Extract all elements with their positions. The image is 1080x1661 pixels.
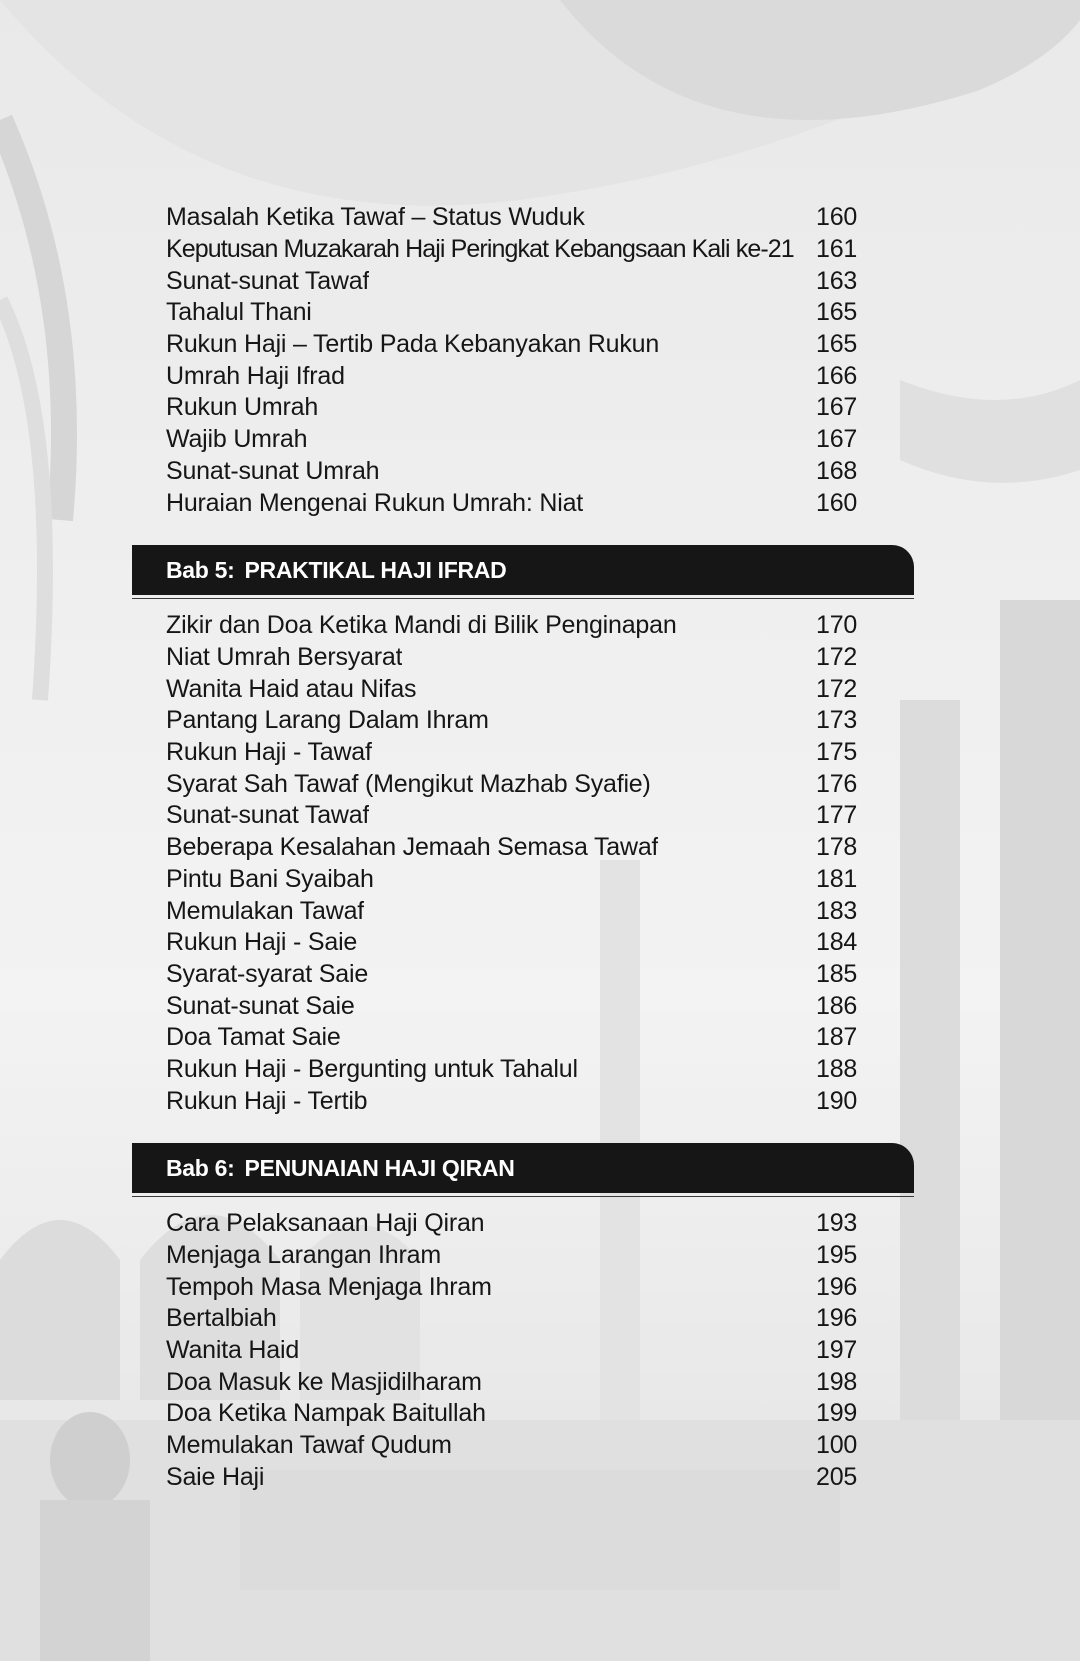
- toc-entry-title: Doa Tamat Saie: [166, 1023, 341, 1052]
- toc-entry[interactable]: [166, 959, 866, 991]
- toc-entry-title: Zikir dan Doa Ketika Mandi di Bilik Penginapan: [166, 611, 677, 640]
- toc-entry[interactable]: [166, 1366, 866, 1398]
- toc-entry[interactable]: [166, 895, 866, 927]
- toc-entry-page: 188: [816, 1054, 858, 1083]
- toc-entry-title: Pantang Larang Dalam Ihram: [166, 706, 489, 735]
- toc-entry-page: 178: [816, 833, 858, 862]
- toc-entry-page: 165: [816, 330, 858, 359]
- toc-entry[interactable]: [166, 1054, 866, 1086]
- toc-entry[interactable]: [166, 832, 866, 864]
- toc-entry-title: Umrah Haji Ifrad: [166, 361, 345, 390]
- toc-entry-title: Bertalbiah: [166, 1304, 277, 1333]
- toc-entry-title: Tahalul Thani: [166, 298, 312, 327]
- toc-entry-page: 168: [816, 456, 858, 485]
- chapter-divider: [132, 598, 914, 599]
- toc-entry-title: Niat Umrah Bersyarat: [166, 643, 403, 672]
- chapter-title: PENUNAIAN HAJI QIRAN: [244, 1154, 515, 1181]
- toc-entry[interactable]: [166, 456, 866, 488]
- toc-entry-page: 183: [816, 896, 858, 925]
- toc-entry-title: Doa Ketika Nampak Baitullah: [166, 1399, 486, 1428]
- toc-entry-title: Doa Masuk ke Masjidilharam: [166, 1367, 482, 1396]
- toc-entry-page: 199: [816, 1399, 858, 1428]
- toc-entry-page: 166: [816, 361, 858, 390]
- toc-entry-page: 160: [816, 488, 858, 517]
- toc-entry-page: 184: [816, 928, 858, 957]
- toc-entry-page: 198: [816, 1367, 858, 1396]
- toc-entry-title: Masalah Ketika Tawaf – Status Wuduk: [166, 203, 585, 232]
- toc-entry-title: Huraian Mengenai Rukun Umrah: Niat: [166, 488, 584, 517]
- chapter-title: PRAKTIKAL HAJI IFRAD: [244, 556, 507, 583]
- toc-entry-page: 100: [816, 1431, 858, 1460]
- toc-entry[interactable]: [166, 265, 866, 297]
- toc-entry[interactable]: [166, 1085, 866, 1117]
- toc-entry-page: 175: [816, 738, 858, 767]
- toc-entry-title: Pintu Bani Syaibah: [166, 864, 374, 893]
- chapter-5-list: [166, 610, 866, 1117]
- toc-entry[interactable]: [166, 642, 866, 674]
- toc-entry[interactable]: [166, 768, 866, 800]
- toc-entry-page: 161: [816, 235, 858, 264]
- toc-entry[interactable]: [166, 360, 866, 392]
- toc-entry-title: Beberapa Kesalahan Jemaah Semasa Tawaf: [166, 833, 659, 862]
- toc-entry-page: 163: [816, 266, 858, 295]
- toc-entry[interactable]: [166, 990, 866, 1022]
- toc-entry-page: 177: [816, 801, 858, 830]
- toc-entry-page: 185: [816, 959, 858, 988]
- toc-entry-page: 190: [816, 1086, 858, 1115]
- toc-entry[interactable]: [166, 424, 866, 456]
- toc-entry-title: Sunat-sunat Tawaf: [166, 801, 370, 830]
- toc-entry[interactable]: [166, 202, 866, 234]
- toc-entry-page: 186: [816, 991, 858, 1020]
- toc-entry-page: 176: [816, 769, 858, 798]
- toc-entry[interactable]: [166, 487, 866, 519]
- toc-entry-title: Keputusan Muzakarah Haji Peringkat Kebangsaan Kali ke-21: [166, 235, 794, 264]
- toc-entry-title: Wajib Umrah: [166, 425, 308, 454]
- chapter-6-header: [132, 1143, 914, 1193]
- chapter-label: Bab 5:: [166, 556, 235, 583]
- toc-entry-title: Rukun Haji – Tertib Pada Kebanyakan Rukun: [166, 330, 660, 359]
- toc-entry[interactable]: [166, 610, 866, 642]
- toc-entry[interactable]: [166, 1303, 866, 1335]
- toc-entry[interactable]: [166, 392, 866, 424]
- toc-entry-title: Sunat-sunat Tawaf: [166, 266, 370, 295]
- toc-entry[interactable]: [166, 1271, 866, 1303]
- chapter-label: Bab 6:: [166, 1154, 235, 1181]
- toc-entry-title: Sunat-sunat Umrah: [166, 456, 380, 485]
- toc-entry-title: Wanita Haid: [166, 1336, 300, 1365]
- toc-entry[interactable]: [166, 1398, 866, 1430]
- toc-entry[interactable]: [166, 297, 866, 329]
- toc-entry-page: 187: [816, 1023, 858, 1052]
- toc-entry-page: 165: [816, 298, 858, 327]
- toc-entry-page: 205: [816, 1462, 858, 1491]
- chapter-5-header: [132, 545, 914, 595]
- toc-entry-page: 193: [816, 1209, 858, 1238]
- toc-entry-title: Wanita Haid atau Nifas: [166, 674, 417, 703]
- toc-entry-page: 196: [816, 1304, 858, 1333]
- toc-entry-title: Rukun Haji - Saie: [166, 928, 358, 957]
- toc-entry-page: 181: [816, 864, 858, 893]
- toc-entry-page: 173: [816, 706, 858, 735]
- toc-entry-title: Saie Haji: [166, 1462, 265, 1491]
- toc-entry[interactable]: [166, 234, 866, 266]
- toc-entry[interactable]: [166, 1462, 866, 1494]
- chapter-6-list: [166, 1208, 866, 1493]
- chapter-divider: [132, 1196, 914, 1197]
- toc-entry[interactable]: [166, 1022, 866, 1054]
- toc-entry-title: Menjaga Larangan Ihram: [166, 1241, 441, 1270]
- toc-entry-page: 172: [816, 674, 858, 703]
- toc-entry[interactable]: [166, 1430, 866, 1462]
- toc-entry-title: Syarat-syarat Saie: [166, 959, 369, 988]
- toc-entry-page: 195: [816, 1241, 858, 1270]
- toc-entry[interactable]: [166, 329, 866, 361]
- toc-entry-page: 197: [816, 1336, 858, 1365]
- toc-entry-page: 170: [816, 611, 858, 640]
- toc-entry-title: Sunat-sunat Saie: [166, 991, 355, 1020]
- toc-entry-title: Rukun Umrah: [166, 393, 319, 422]
- toc-entry-title: Cara Pelaksanaan Haji Qiran: [166, 1209, 485, 1238]
- toc-entry-title: Memulakan Tawaf Qudum: [166, 1431, 452, 1460]
- toc-entry-title: Rukun Haji - Tertib: [166, 1086, 368, 1115]
- toc-entry-title: Rukun Haji - Bergunting untuk Tahalul: [166, 1054, 578, 1083]
- toc-entry-title: Rukun Haji - Tawaf: [166, 738, 372, 767]
- toc-entry[interactable]: [166, 1335, 866, 1367]
- toc-entry[interactable]: [166, 927, 866, 959]
- toc-entry[interactable]: [166, 1240, 866, 1272]
- toc-entry-title: Memulakan Tawaf: [166, 896, 365, 925]
- toc-entry[interactable]: [166, 800, 866, 832]
- toc-entry-page: 172: [816, 643, 858, 672]
- toc-entry[interactable]: [166, 705, 866, 737]
- toc-entry[interactable]: [166, 864, 866, 896]
- toc-entry-page: 167: [816, 425, 858, 454]
- toc-entry[interactable]: [166, 673, 866, 705]
- toc-top-list: [166, 202, 866, 519]
- toc-entry[interactable]: [166, 1208, 866, 1240]
- toc-entry-page: 167: [816, 393, 858, 422]
- toc-entry-title: Syarat Sah Tawaf (Mengikut Mazhab Syafie): [166, 769, 651, 798]
- toc-entry-page: 160: [816, 203, 858, 232]
- toc-entry-page: 196: [816, 1272, 858, 1301]
- toc-entry-title: Tempoh Masa Menjaga Ihram: [166, 1272, 492, 1301]
- toc-entry[interactable]: [166, 737, 866, 769]
